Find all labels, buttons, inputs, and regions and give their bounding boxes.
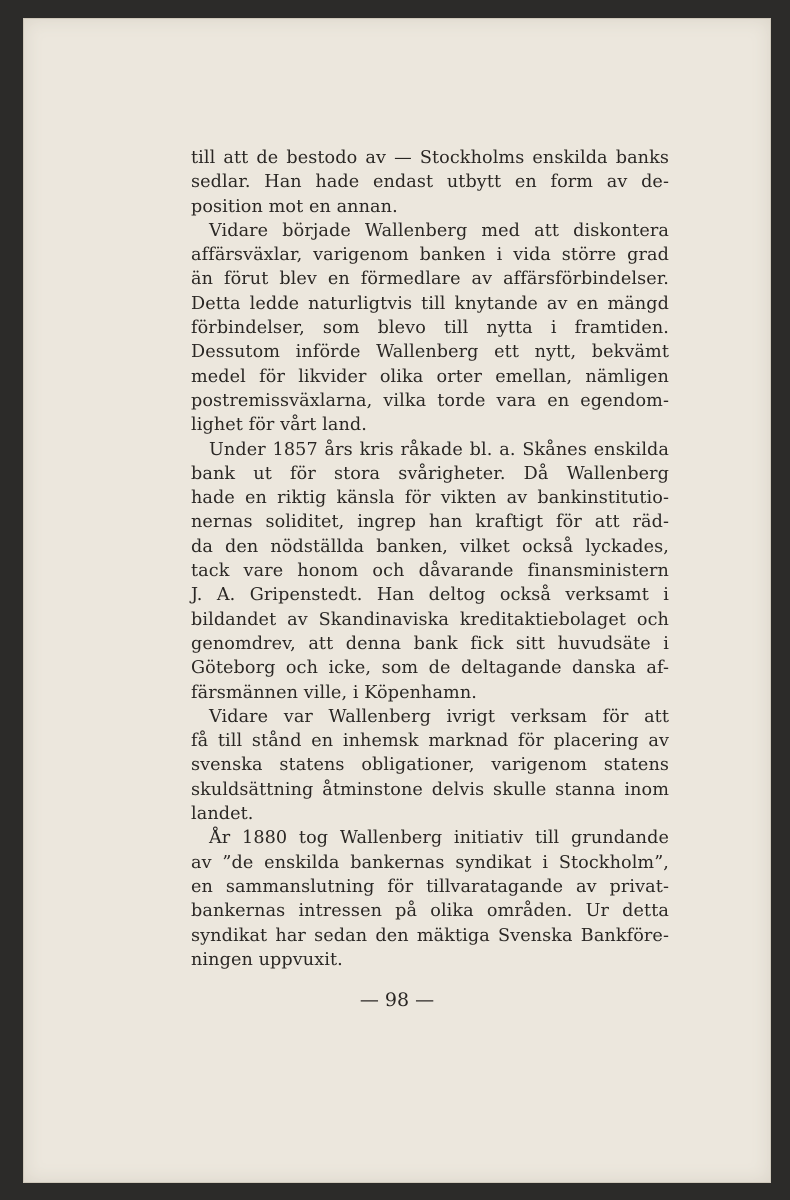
text-line: genomdrev, att denna bank fick sitt huvudsäte i [191,633,669,654]
text-line: lighet för vårt land. [191,415,367,436]
body-text [191,146,669,972]
text-line: postremissväxlarna, vilka torde vara en egendom- [191,390,669,411]
text-line: syndikat har sedan den mäktiga Svenska Bankföre- [191,925,669,946]
text-line: Vidare var Wallenberg ivrigt verksam för att [209,706,669,727]
text-line: Detta ledde naturligtvis till knytande av en mängd [191,293,669,314]
text-line: av ”de enskilda bankernas syndikat i Stockholm”, [191,852,669,873]
text-line: position mot en annan. [191,196,398,217]
text-line: sedlar. Han hade endast utbytt en form av de- [191,172,669,193]
text-line: skuldsättning åtminstone delvis skulle stanna inom [191,779,669,800]
text-line: Dessutom införde Wallenberg ett nytt, bekvämt [191,342,669,363]
text-line: få till stånd en inhemsk marknad för placering av [191,731,669,752]
text-line: landet. [191,804,254,825]
text-line: till att de bestodo av — Stockholms enskilda banks [191,148,669,168]
text-line: nernas soliditet, ingrep han kraftigt för att räd- [191,512,669,533]
text-line: Under 1857 års kris råkade bl. a. Skånes enskilda [209,439,669,460]
text-line: Vidare började Wallenberg med att diskontera [209,220,669,241]
text-line: svenska statens obligationer, varigenom statens [191,755,669,776]
text-line: bankernas intressen på olika områden. Ur detta [191,901,669,922]
text-line: J. A. Gripenstedt. Han deltog också verksamt i [191,585,669,606]
text-line: Göteborg och icke, som de deltagande danska af- [191,658,669,679]
page-number: — 98 — [359,989,435,1011]
text-line: bildandet av Skandinaviska kreditaktiebolaget och [191,609,669,630]
text-line: hade en riktig känsla för vikten av bankinstitutio- [191,488,669,509]
text-line: än förut blev en förmedlare av affärsförbindelser. [191,269,669,290]
text-line: affärsväxlar, varigenom banken i vida större grad [191,245,669,266]
text-line: förbindelser, som blevo till nytta i framtiden. [191,318,669,339]
text-line: ningen uppvuxit. [191,949,343,970]
text-line: da den nödställda banken, vilket också lyckades, [191,536,669,557]
text-line: färsmännen ville, i Köpenhamn. [191,682,477,703]
text-line: en sammanslutning för tillvaratagande av privat- [191,876,669,897]
text-line: bank ut för stora svårigheter. Då Wallenberg [191,463,669,484]
scanned-page [23,18,771,1183]
text-line: medel för likvider olika orter emellan, nämligen [191,366,669,387]
text-line: tack vare honom och dåvarande finansministern [191,561,669,582]
text-line: År 1880 tog Wallenberg initiativ till grundande [209,828,669,849]
